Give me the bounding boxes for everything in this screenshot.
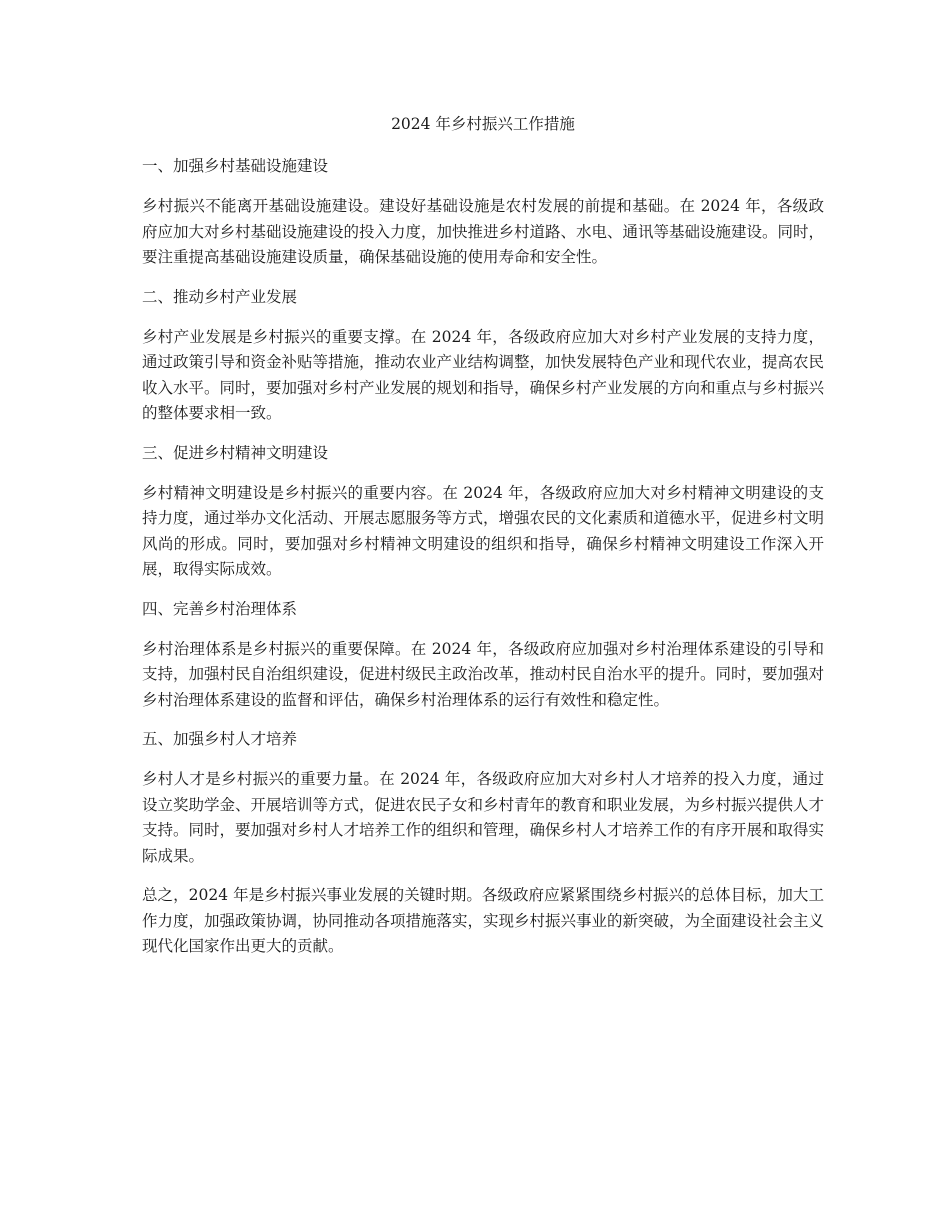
section-1 bbox=[142, 154, 824, 271]
document-title: 2024 年乡村振兴工作措施 bbox=[391, 115, 575, 133]
section-heading: 三、促进乡村精神文明建设 bbox=[142, 443, 329, 462]
section-paragraph: 乡村治理体系是乡村振兴的重要保障。在 2024 年，各级政府应加强对乡村治理体系建设的引导和支持，加强村民自治组织建设，促进村级民主政治改革，推动村民自治水平的提升。同时，要加强对乡村治理体系建设的监督和评估，确保乡村治理体系的运行有效性和稳定性。 bbox=[142, 639, 825, 709]
section-4 bbox=[142, 597, 824, 714]
section-paragraph: 乡村人才是乡村振兴的重要力量。在 2024 年，各级政府应加大对乡村人才培养的投入力度，通过设立奖助学金、开展培训等方式，促进农民子女和乡村青年的教育和职业发展，为乡村振兴提供人才支持。同时，要加强对乡村人才培养工作的组织和管理，确保乡村人才培养工作的有序开展和取得实际成果。 bbox=[142, 770, 825, 865]
conclusion-paragraph: 总之，2024 年是乡村振兴事业发展的关键时期。各级政府应紧紧围绕乡村振兴的总体目标，加大工作力度，加强政策协调，协同推动各项措施落实，实现乡村振兴事业的新突破，为全面建设社会主义现代化国家作出更大的贡献。 bbox=[142, 886, 825, 955]
section-heading: 四、完善乡村治理体系 bbox=[142, 599, 298, 618]
section-5 bbox=[142, 727, 824, 869]
section-heading: 一、加强乡村基础设施建设 bbox=[142, 157, 329, 175]
document-page bbox=[142, 112, 824, 974]
section-paragraph: 乡村产业发展是乡村振兴的重要支撑。在 2024 年，各级政府应加大对乡村产业发展的支持力度，通过政策引导和资金补贴等措施，推动农业产业结构调整，加快发展特色产业和现代农业，提高农民收入水平。同时，要加强对乡村产业发展的规划和指导，确保乡村产业发展的方向和重点与乡村振兴的整体要求相一致。 bbox=[142, 327, 825, 422]
section-2 bbox=[142, 285, 824, 427]
section-3 bbox=[142, 441, 824, 583]
section-heading: 五、加强乡村人才培养 bbox=[142, 730, 298, 748]
section-paragraph: 乡村振兴不能离开基础设施建设。建设好基础设施是农村发展的前提和基础。在 2024 年，各级政府应加大对乡村基础设施建设的投入力度，加快推进乡村道路、水电、通讯等基础设施建设。同时，要注重提高基础设施建设质量，确保基础设施的使用寿命和安全性。 bbox=[142, 197, 825, 266]
section-paragraph: 乡村精神文明建设是乡村振兴的重要内容。在 2024 年，各级政府应加大对乡村精神文明建设的支持力度，通过举办文化活动、开展志愿服务等方式，增强农民的文化素质和道德水平，促进乡村文明风尚的形成。同时，要加强对乡村精神文明建设的组织和指导，确保乡村精神文明建设工作深入开展，取得实际成效。 bbox=[142, 483, 825, 578]
section-heading: 二、推动乡村产业发展 bbox=[142, 287, 298, 306]
